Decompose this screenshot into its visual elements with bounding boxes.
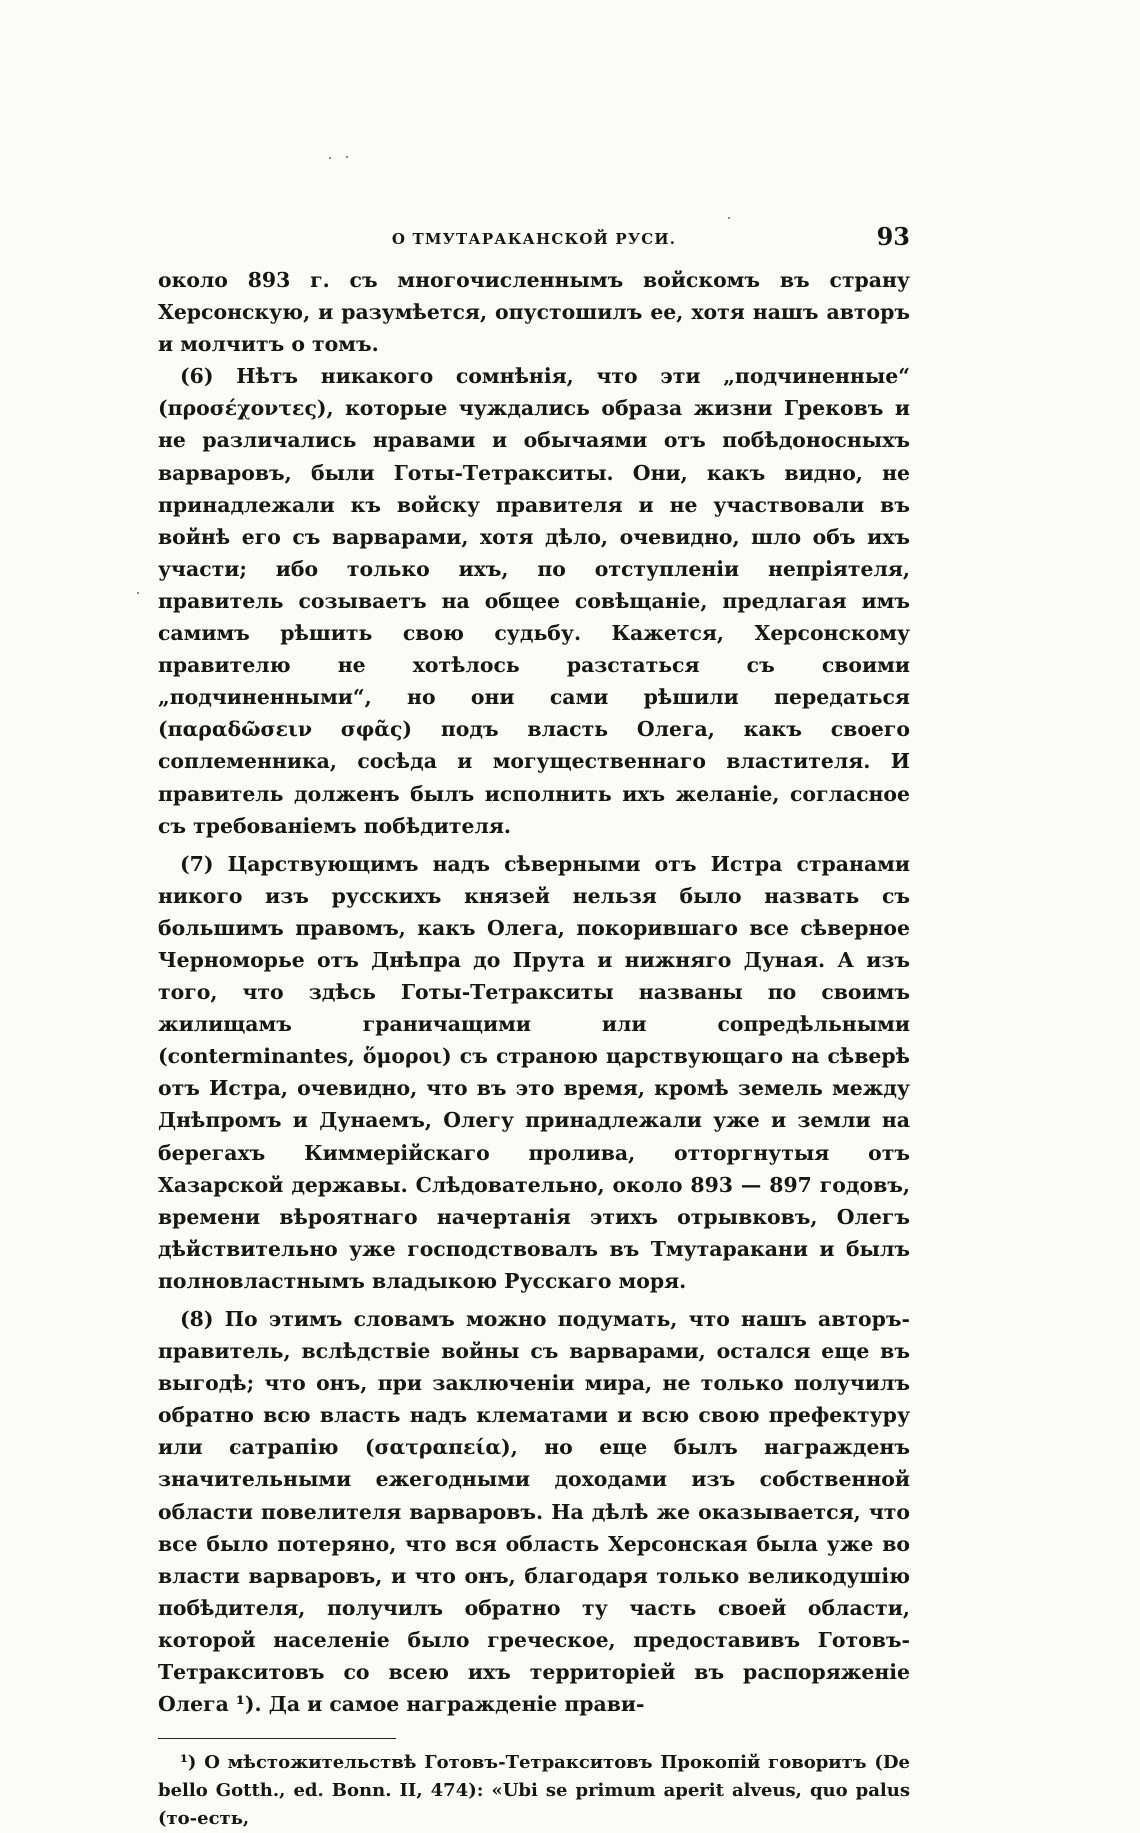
page-body	[158, 222, 910, 1833]
running-title: О ТМУТАРАКАНСКОЙ РУСИ.	[391, 230, 677, 248]
paragraph-continuation: около 893 г. съ многочисленнымъ войскомъ въ страну Херсонскую, и разумѣется, опустошилъ ее, хотя нашъ авторъ и молчитъ о томъ.	[158, 268, 910, 357]
footnote-divider	[158, 1738, 396, 1739]
paragraph-note-8: (8) По этимъ словамъ можно подумать, что нашъ авторъ-правитель, вслѣдствіе войны съ варварами, остался еще въ выгодѣ; что онъ, при заключеніи мира, не только получилъ обратно всю власть надъ клематами и всю свою префектуру или сатрапію (σατραπεία), но еще былъ награжденъ значительными ежегодными доходами изъ собственной области повелителя варваровъ. На дѣлѣ же оказывается, что все было потеряно, что вся область Херсонская была уже во власти варваровъ, и что онъ, благодаря только великодушію побѣдителя, получилъ обратно ту часть своей области, которой населеніе было греческое, предоставивъ Готовъ-Тетракситовъ со всею ихъ территоріей въ распоряженіе Олега ¹). Да и самое награжденіе прави-	[158, 1307, 910, 1717]
ink-speck	[728, 217, 730, 219]
page-number: 93	[876, 222, 910, 251]
ink-speck	[137, 592, 139, 594]
page-header	[158, 222, 910, 254]
footnote-1: ¹) О мѣстожительствѣ Готовъ-Тетракситовъ Прокопій говоритъ (De bello Gotth., ed. Bonn. II, 474): «Ubi se primum aperit alveus, quo palus (то-есть,	[158, 1752, 910, 1830]
paragraph-note-6: (6) Нѣтъ никакого сомнѣнія, что эти „подчиненные“ (προσέχοντες), которые чуждались образа жизни Грековъ и не различались нравами и обычаями отъ побѣдоносныхъ варваровъ, были Готы-Тетракситы. Они, какъ видно, не принадлежали къ войску правителя и не участвовали въ войнѣ его съ варварами, хотя дѣло, очевидно, шло объ ихъ участи; ибо только ихъ, по отступленіи непріятеля, правитель созываетъ на общее совѣщаніе, предлагая имъ самимъ рѣшить свою судьбу. Кажется, Херсонскому правителю не хотѣлось разстаться съ своими „подчиненными“, но они сами рѣшили передаться (παραδῶσειν σφᾶς) подъ власть Олега, какъ своего соплеменника, сосѣда и могущественнаго властителя. И правитель долженъ былъ исполнить ихъ желаніе, согласное съ требованіемъ побѣдителя.	[158, 364, 910, 838]
ink-speck	[346, 156, 348, 158]
ink-speck	[329, 157, 331, 159]
paragraph-note-7: (7) Царствующимъ надъ сѣверными отъ Истра странами никого изъ русскихъ князей нельзя было назвать съ большимъ правомъ, какъ Олега, покорившаго все сѣверное Черноморье отъ Днѣпра до Прута и нижняго Дуная. А изъ того, что здѣсь Готы-Тетракситы названы по своимъ жилищамъ граничащими или сопредѣльными (conterminantes, ὅμοροι) съ страною царствующаго на сѣверѣ отъ Истра, очевидно, что въ это время, кромѣ земель между Днѣпромъ и Дунаемъ, Олегу принадлежали уже и земли на берегахъ Киммерійскаго пролива, отторгнутыя отъ Хазарской державы. Слѣдовательно, около 893 — 897 годовъ, времени вѣроятнаго начертанія этихъ отрывковъ, Олегъ дѣйствительно уже господствовалъ въ Тмутаракани и былъ полновластнымъ владыкою Русскаго моря.	[158, 851, 910, 1293]
